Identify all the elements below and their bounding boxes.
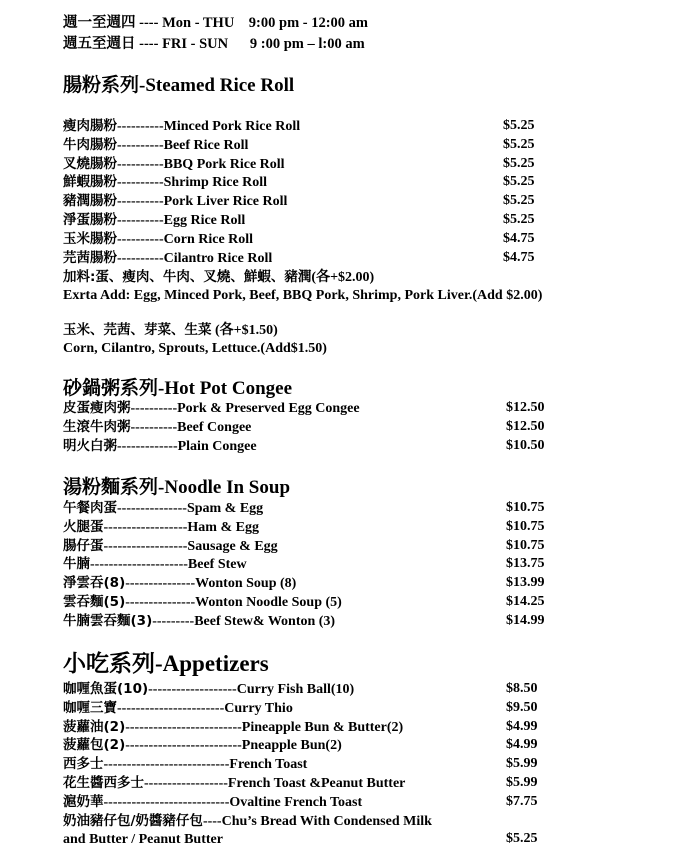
menu-item [63,418,251,437]
item-name-zh: 腸仔蛋 [63,537,104,554]
item-price: $5.99 [506,756,538,772]
item-name-en: Wonton Noodle Soup (5) [195,595,342,610]
menu-item [63,736,342,755]
item-leader: ------------------- [148,682,237,697]
item-name-en: Cilantro Rice Roll [163,250,273,266]
item-leader: --------------- [125,576,196,592]
item-name-zh: 西多士 [63,756,104,773]
item-name-en: Pineapple Bun & Butter(2) [241,719,404,735]
item-price: $5.25 [503,193,535,209]
menu-item [63,680,354,699]
item-leader: ---------- [117,213,164,228]
item-price: $12.50 [506,419,545,434]
menu-item [63,699,293,718]
menu-item [63,173,267,192]
item-price: $10.75 [506,500,545,515]
note-zh: 加料:蛋、瘦肉、牛肉、叉燒、鮮蝦、豬潤 [63,269,312,285]
item-name-zh: 豬潤腸粉 [63,193,117,210]
item-price: $10.50 [506,438,545,453]
menu-item [63,830,223,849]
item-name-zh: 牛腩 [63,556,90,573]
item-name-zh: 牛腩雲吞麵(3) [63,612,153,629]
item-price: $4.99 [506,737,538,753]
item-name-en: and Butter / Peanut Butter [63,832,223,848]
item-name-zh: 滬奶華 [63,793,104,810]
item-name-en: Egg Rice Roll [163,213,246,228]
menu-item [63,612,335,631]
item-name-zh: 鮮蝦腸粉 [63,174,117,191]
item-leader: ---------- [130,401,178,416]
add-on-note [63,321,278,340]
menu-item [63,793,362,812]
item-price: $13.75 [506,556,545,572]
menu-item [63,755,307,774]
item-name-en: Beef Congee [177,420,252,435]
item-name-zh: 花生醬西多士 [63,775,144,791]
menu-item [63,718,403,737]
note-en: Corn, Cilantro, Sprouts, Lettuce.(Add$1.50) [63,341,327,356]
menu-item [63,499,263,518]
item-name-zh: 明火白粥 [63,438,117,454]
section-title-en: -Steamed Rice Roll [139,75,295,96]
item-leader: ------------------------- [125,719,242,735]
item-leader: --------------- [117,501,187,516]
item-name-zh: 叉燒腸粉 [63,155,117,172]
section-title-zh: 小吃系列 [63,651,155,677]
item-name-zh: 淨蛋腸粉 [63,212,117,228]
item-price: $12.50 [506,400,545,415]
menu-item [63,518,259,537]
item-name-en: Sausage & Egg [187,538,278,554]
item-name-en: BBQ Pork Rice Roll [163,156,285,172]
item-leader: ---------- [117,119,164,134]
item-name-en: Beef Stew& Wonton (3) [194,613,336,629]
menu-item [63,155,285,174]
section-title-appetizers [63,652,269,676]
item-price: $4.75 [503,230,535,246]
item-leader: ------------------ [144,776,228,791]
menu-item [63,555,247,574]
item-name-en: Ovaltine French Toast [229,794,363,810]
menu-item [63,399,360,418]
section-title-steamed-rice-roll [63,73,294,98]
item-leader: --------------- [125,595,196,610]
note-zh: 玉米、芫茜、芽菜、生菜 [63,322,212,338]
item-price: $4.99 [506,718,538,734]
menu-item [63,437,257,456]
item-name-en: Spam & Egg [186,501,264,516]
section-title-en: -Appetizers [155,651,269,676]
item-name-zh: 午餐肉蛋 [63,500,117,516]
item-price: $14.99 [506,612,545,628]
item-name-en: Curry Thio [224,700,293,716]
item-leader: --------------------- [90,557,188,573]
section-title-zh: 腸粉系列 [63,74,140,96]
item-leader: ------------- [117,439,178,454]
item-name-en: Beef Stew [187,557,247,573]
section-title-noodle-in-soup [63,475,290,500]
item-price: $8.50 [506,681,538,696]
item-name-en: Wonton Soup (8) [195,576,297,592]
note-en: (各+$2.00) [311,270,375,285]
item-leader: ---------- [117,175,164,191]
item-name-zh: 皮蛋瘦肉粥 [63,400,131,416]
item-leader: ---- [202,813,222,829]
item-price: $5.25 [503,118,535,133]
menu-item [63,192,287,211]
item-name-en: Beef Rice Roll [163,137,249,153]
item-name-zh: 奶油豬仔包/奶醬豬仔包 [63,812,203,829]
item-leader: ----------------------- [117,700,225,716]
item-leader: --------- [152,613,195,629]
item-leader: ------------------ [103,519,188,535]
item-name-zh: 菠蘿油(2) [63,718,126,735]
item-price: $5.25 [503,155,535,171]
item-name-zh: 玉米腸粉 [63,230,117,247]
hours-weekday: 週一至週四 ---- Mon - THU 9:00 pm - 12:00 am [63,15,369,31]
menu-item [63,136,248,155]
item-name-en: Plain Congee [177,439,257,454]
item-name-zh: 菠蘿包(2) [63,737,126,754]
item-name-en: Corn Rice Roll [163,231,254,247]
section-title-zh: 湯粉麵系列 [63,476,159,498]
item-price: $5.99 [506,775,538,790]
item-name-zh: 火腿蛋 [63,518,104,535]
item-name-zh: 咖喱三寶 [63,699,117,716]
section-title-en: -Hot Pot Congee [158,378,293,399]
item-name-en: French Toast &Peanut Butter [227,776,406,791]
menu-item [63,774,405,793]
menu-item [63,574,296,593]
menu-item [63,593,342,612]
item-name-zh: 牛肉腸粉 [63,136,117,153]
item-price: $7.75 [506,793,538,809]
item-leader: ---------- [117,137,164,153]
item-price: $10.75 [506,518,545,534]
section-title-hot-pot-congee [63,376,292,401]
item-name-en: Curry Fish Ball(10) [236,682,355,697]
item-name-en: Ham & Egg [187,519,259,535]
item-price: $5.25 [503,174,535,190]
add-on-note [63,268,374,287]
item-price: $5.25 [503,136,535,152]
item-price: $5.25 [503,212,535,227]
section-title-en: -Noodle In Soup [158,477,291,498]
note-en: (各+$1.50) [211,323,278,338]
item-name-zh: 瘦肉腸粉 [63,118,117,134]
item-price: $9.50 [506,699,538,715]
item-name-en: Pneapple Bun(2) [241,738,342,754]
item-name-en: Pork Liver Rice Roll [163,194,288,210]
item-name-zh: 咖喱魚蛋(10) [63,681,149,697]
menu-item [63,812,432,831]
item-leader: ---------- [117,231,164,247]
add-on-note [63,287,542,305]
item-name-zh: 雲吞麵(5) [63,594,126,610]
note-en: Exrta Add: Egg, Minced Pork, Beef, BBQ Pork, Shrimp, Pork Liver.(Add $2.00) [63,288,543,303]
item-name-zh: 芫茜腸粉 [63,249,117,266]
item-leader: --------------------------- [103,757,230,773]
section-title-zh: 砂鍋粥系列 [63,377,159,399]
item-name-en: French Toast [229,757,308,773]
add-on-note [63,340,327,358]
menu-item [63,249,272,268]
menu-item [63,230,253,249]
item-price: $14.25 [506,594,545,609]
item-leader: --------------------------- [103,794,230,810]
item-name-en: Pork & Preserved Egg Congee [177,401,360,416]
item-name-en: Chu’s Bread With Condensed Milk [221,813,432,829]
item-name-zh: 淨雲吞(8) [63,575,126,592]
item-leader: ------------------ [103,538,188,554]
item-leader: ---------- [117,250,164,266]
item-leader: ---------- [117,156,164,172]
item-name-zh: 生滾牛肉粥 [63,419,131,435]
item-price: $13.99 [506,575,545,591]
item-price: $4.75 [503,249,535,265]
item-leader: ---------- [130,420,178,435]
item-leader: ------------------------- [125,738,242,754]
item-price: $5.25 [506,831,538,847]
item-name-en: Shrimp Rice Roll [163,175,268,191]
hours-weekend: 週五至週日 ---- FRI - SUN 9 :00 pm – l:00 am [63,36,365,52]
item-leader: ---------- [117,194,164,210]
item-name-en: Minced Pork Rice Roll [163,119,301,134]
menu-item [63,211,245,230]
menu-item [63,117,300,136]
menu-item [63,537,278,556]
item-price: $10.75 [506,537,545,553]
